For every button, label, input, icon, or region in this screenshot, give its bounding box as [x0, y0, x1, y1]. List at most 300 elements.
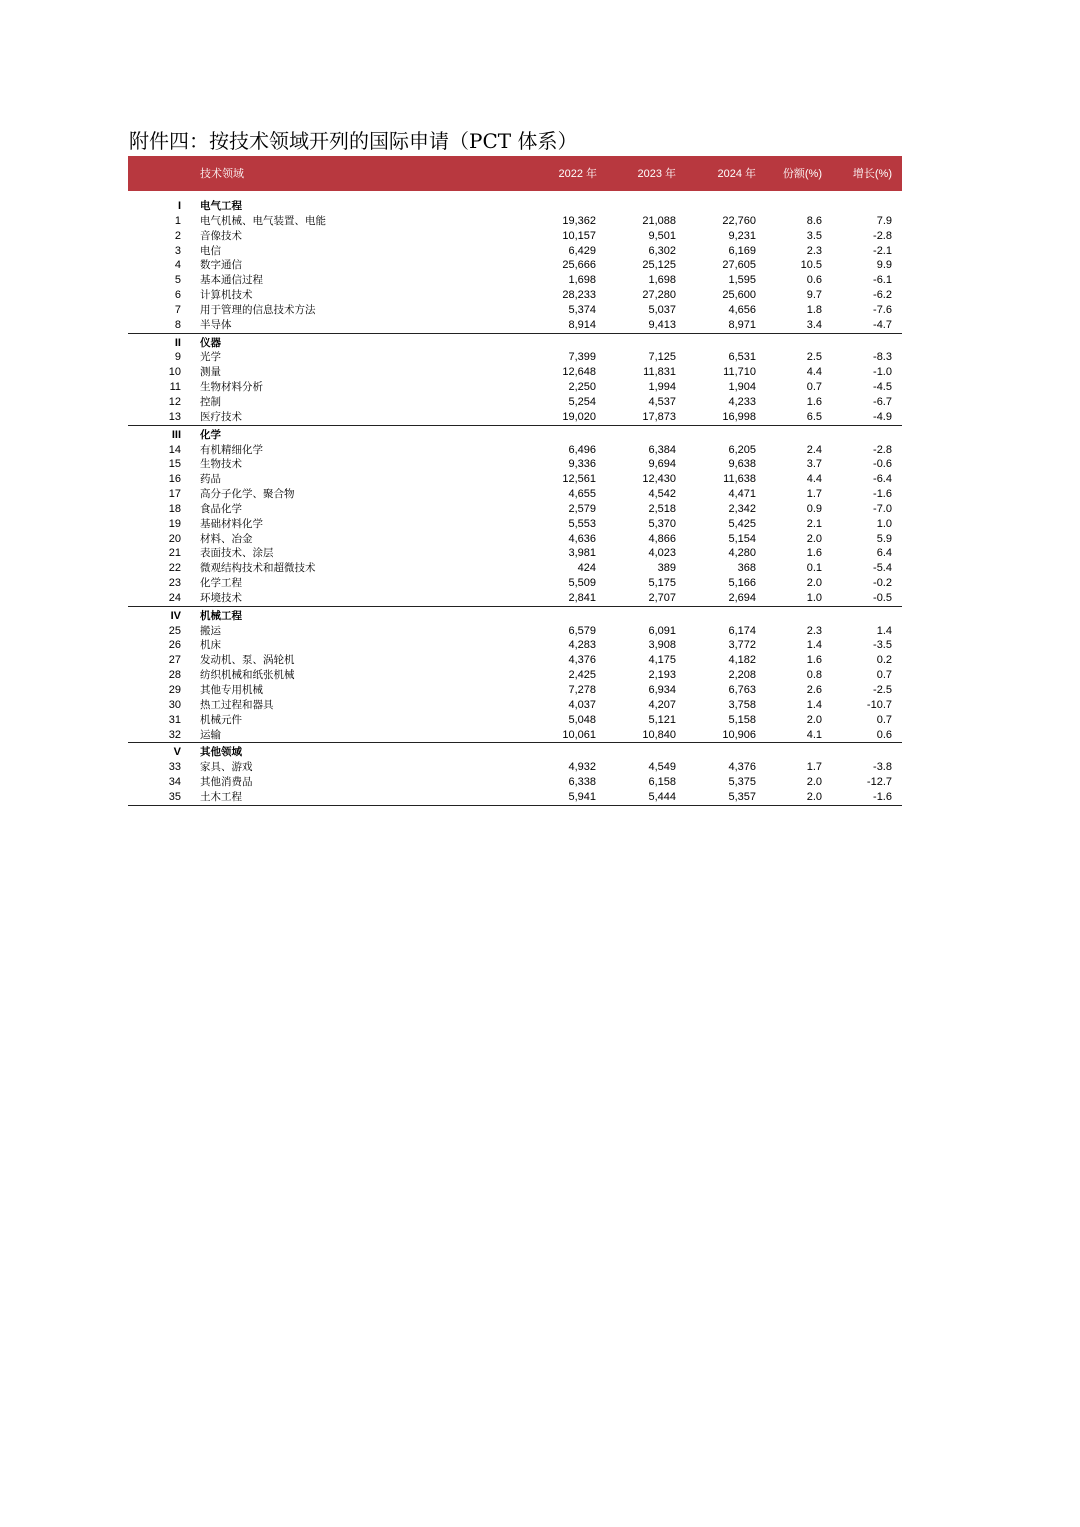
row-field-name: 音像技术	[200, 229, 242, 242]
row-number: 7	[174, 303, 181, 316]
table-group	[128, 333, 902, 425]
row-number: 3	[174, 244, 181, 257]
row-growth: -12.7	[866, 776, 892, 789]
row-field-name: 表面技术、涂层	[200, 547, 274, 560]
row-y2024: 5,158	[728, 713, 756, 726]
row-y2024: 6,531	[728, 351, 756, 364]
table-row	[128, 728, 902, 743]
row-y2023: 6,091	[648, 624, 676, 637]
row-y2024: 16,998	[722, 410, 756, 423]
row-y2022: 4,283	[568, 639, 596, 652]
row-growth: -1.6	[873, 488, 892, 501]
row-y2022: 2,425	[568, 669, 596, 682]
row-share: 3.5	[806, 229, 822, 242]
row-y2024: 2,342	[728, 502, 756, 515]
row-share: 0.6	[806, 274, 822, 287]
table-row	[128, 229, 902, 244]
table-header	[128, 156, 902, 191]
row-field-name: 有机精细化学	[200, 443, 263, 456]
row-growth: 0.2	[876, 654, 892, 667]
row-y2024: 5,154	[728, 532, 756, 545]
row-y2023: 2,518	[648, 502, 676, 515]
row-number: 18	[168, 502, 181, 515]
row-share: 2.1	[806, 517, 822, 530]
group-heading	[128, 199, 902, 214]
row-y2022: 5,941	[568, 790, 596, 803]
row-growth: -2.1	[873, 244, 892, 257]
row-field-name: 家具、游戏	[200, 761, 253, 774]
table-row	[128, 532, 902, 547]
row-growth: -4.5	[873, 381, 892, 394]
row-field-name: 发动机、泵、涡轮机	[200, 654, 295, 667]
table-row	[128, 380, 902, 395]
row-share: 2.0	[806, 532, 822, 545]
header-growth: 增长(%)	[852, 168, 892, 180]
row-number: 24	[168, 591, 181, 604]
row-y2024: 10,906	[722, 728, 756, 741]
row-share: 3.7	[806, 458, 822, 471]
row-number: 4	[174, 259, 181, 272]
table-row	[128, 576, 902, 591]
row-growth: -4.7	[873, 318, 892, 331]
group-roman: III	[171, 428, 181, 441]
group-roman: IV	[170, 609, 181, 622]
row-y2023: 9,501	[648, 229, 676, 242]
row-number: 31	[168, 713, 181, 726]
table-row	[128, 410, 902, 425]
row-y2022: 4,655	[568, 488, 596, 501]
row-share: 1.7	[806, 488, 822, 501]
row-share: 2.0	[806, 713, 822, 726]
row-y2023: 4,542	[648, 488, 676, 501]
group-heading	[128, 428, 902, 443]
row-share: 1.6	[806, 654, 822, 667]
row-number: 17	[168, 488, 181, 501]
row-number: 9	[174, 351, 181, 364]
table-row	[128, 487, 902, 502]
row-y2022: 4,932	[568, 761, 596, 774]
row-field-name: 电信	[200, 244, 221, 257]
row-number: 11	[169, 381, 181, 394]
row-growth: -3.8	[873, 761, 892, 774]
row-y2023: 1,698	[648, 274, 676, 287]
row-y2022: 1,698	[568, 274, 596, 287]
row-number: 5	[174, 274, 181, 287]
row-y2023: 4,175	[648, 654, 676, 667]
header-2023: 2023 年	[637, 168, 676, 180]
row-share: 6.5	[806, 410, 822, 423]
table-row	[128, 760, 902, 775]
row-growth: -4.9	[873, 410, 892, 423]
row-field-name: 土木工程	[200, 790, 242, 803]
row-y2024: 6,169	[728, 244, 756, 257]
table-row	[128, 591, 902, 606]
row-growth: -7.0	[873, 502, 892, 515]
row-y2023: 9,694	[648, 458, 676, 471]
row-share: 2.3	[806, 624, 822, 637]
table-row	[128, 365, 902, 380]
row-share: 2.0	[806, 577, 822, 590]
table-row	[128, 273, 902, 288]
row-growth: 1.0	[876, 517, 892, 530]
table-row	[128, 303, 902, 318]
row-number: 1	[174, 214, 181, 227]
row-y2023: 1,994	[648, 381, 676, 394]
group-heading	[128, 336, 902, 351]
pct-table	[128, 156, 902, 806]
row-y2023: 4,866	[648, 532, 676, 545]
row-share: 0.1	[806, 562, 822, 575]
table-group	[128, 425, 902, 606]
table-row	[128, 395, 902, 410]
row-y2022: 6,429	[568, 244, 596, 257]
row-y2023: 4,207	[648, 698, 676, 711]
row-number: 8	[174, 318, 181, 331]
row-share: 2.0	[806, 776, 822, 789]
row-share: 8.6	[806, 214, 822, 227]
row-field-name: 机床	[200, 639, 221, 652]
row-number: 10	[168, 366, 181, 379]
row-y2024: 5,166	[728, 577, 756, 590]
row-field-name: 医疗技术	[200, 410, 242, 423]
header-share: 份额(%)	[782, 168, 822, 180]
row-growth: 1.4	[876, 624, 892, 637]
table-row	[128, 517, 902, 532]
table-group	[128, 606, 902, 743]
group-name: 化学	[200, 428, 221, 441]
row-number: 16	[168, 473, 181, 486]
table-row	[128, 457, 902, 472]
row-y2022: 2,841	[568, 591, 596, 604]
row-field-name: 控制	[200, 395, 221, 408]
row-y2022: 12,561	[562, 473, 596, 486]
table-row	[128, 713, 902, 728]
row-y2024: 4,376	[728, 761, 756, 774]
table-group	[128, 197, 902, 333]
row-field-name: 热工过程和器具	[200, 698, 274, 711]
row-y2024: 4,233	[728, 395, 756, 408]
row-growth: -2.5	[873, 684, 892, 696]
group-heading	[128, 609, 902, 624]
row-growth: -6.1	[873, 274, 892, 287]
row-number: 28	[168, 669, 181, 682]
row-field-name: 用于管理的信息技术方法	[200, 303, 316, 316]
row-y2022: 2,579	[568, 502, 596, 515]
row-y2024: 2,208	[728, 669, 756, 682]
row-share: 0.8	[806, 669, 822, 682]
row-y2024: 27,605	[722, 259, 756, 272]
row-share: 10.5	[800, 259, 822, 272]
row-y2022: 10,061	[562, 728, 596, 741]
table-row	[128, 638, 902, 653]
row-y2023: 4,537	[648, 395, 676, 408]
table-row	[128, 502, 902, 517]
row-number: 13	[168, 410, 181, 423]
row-field-name: 化学工程	[200, 577, 242, 590]
row-growth: -3.5	[873, 639, 892, 652]
row-field-name: 材料、冶金	[200, 532, 253, 545]
row-y2024: 5,375	[728, 776, 756, 789]
row-y2024: 3,772	[728, 639, 756, 652]
row-y2022: 5,374	[568, 303, 596, 316]
table-row	[128, 668, 902, 683]
row-number: 22	[168, 562, 181, 575]
row-y2022: 2,250	[568, 381, 596, 394]
table-body	[128, 197, 902, 805]
table-row	[128, 244, 902, 259]
table-group	[128, 742, 902, 804]
row-y2022: 9,336	[568, 458, 596, 471]
row-y2024: 5,357	[728, 790, 756, 803]
row-y2023: 10,840	[642, 728, 676, 741]
row-y2023: 5,370	[648, 517, 676, 530]
row-share: 4.1	[806, 728, 822, 741]
row-y2022: 3,981	[568, 547, 596, 560]
row-share: 4.4	[806, 473, 822, 486]
row-number: 20	[168, 532, 181, 545]
row-y2022: 19,362	[562, 214, 596, 227]
row-y2023: 5,037	[648, 303, 676, 316]
row-share: 3.4	[806, 318, 822, 331]
row-field-name: 计算机技术	[200, 289, 253, 302]
row-number: 12	[168, 395, 181, 408]
table-row	[128, 443, 902, 458]
group-heading	[128, 745, 902, 760]
table-row	[128, 698, 902, 713]
row-growth: 0.6	[876, 728, 892, 741]
row-number: 35	[168, 790, 181, 803]
row-share: 1.7	[806, 761, 822, 774]
row-y2023: 21,088	[642, 214, 676, 227]
row-y2024: 6,174	[728, 624, 756, 637]
table-bottom-rule	[128, 805, 902, 806]
row-growth: -1.6	[873, 790, 892, 803]
group-roman: II	[174, 336, 181, 349]
row-number: 23	[168, 577, 181, 590]
row-growth: 0.7	[876, 669, 892, 682]
group-name: 机械工程	[200, 609, 242, 622]
row-number: 33	[168, 761, 181, 774]
row-field-name: 其他专用机械	[200, 684, 263, 696]
row-share: 2.3	[806, 244, 822, 257]
row-growth: -2.8	[873, 443, 892, 456]
row-number: 14	[168, 443, 181, 456]
row-y2022: 12,648	[562, 366, 596, 379]
row-y2022: 7,399	[568, 351, 596, 364]
row-y2024: 1,904	[728, 381, 756, 394]
row-field-name: 运输	[200, 728, 221, 741]
table-row	[128, 683, 902, 698]
row-y2023: 6,302	[648, 244, 676, 257]
row-y2022: 5,254	[568, 395, 596, 408]
row-share: 1.6	[806, 547, 822, 560]
row-share: 1.4	[806, 698, 822, 711]
row-field-name: 微观结构技术和超微技术	[200, 562, 316, 575]
table-row	[128, 318, 902, 333]
row-number: 21	[168, 547, 181, 560]
row-y2023: 2,707	[648, 591, 676, 604]
row-growth: 5.9	[876, 532, 892, 545]
row-y2024: 3,758	[728, 698, 756, 711]
table-row	[128, 546, 902, 561]
row-growth: -8.3	[873, 351, 892, 364]
row-y2023: 6,934	[648, 684, 676, 696]
row-share: 2.0	[806, 790, 822, 803]
row-share: 1.8	[806, 303, 822, 316]
row-y2024: 1,595	[728, 274, 756, 287]
row-field-name: 机械元件	[200, 713, 242, 726]
row-y2022: 5,048	[568, 713, 596, 726]
row-field-name: 其他消费品	[200, 776, 253, 789]
row-growth: -7.6	[873, 303, 892, 316]
row-number: 6	[174, 289, 181, 302]
row-number: 32	[168, 728, 181, 741]
row-growth: -10.7	[866, 698, 892, 711]
table-row	[128, 790, 902, 805]
row-growth: -2.8	[873, 229, 892, 242]
row-y2023: 5,175	[648, 577, 676, 590]
row-field-name: 半导体	[200, 318, 232, 331]
row-y2022: 10,157	[562, 229, 596, 242]
row-number: 27	[168, 654, 181, 667]
row-share: 1.6	[806, 395, 822, 408]
row-y2023: 6,384	[648, 443, 676, 456]
row-y2024: 6,763	[728, 684, 756, 696]
row-y2023: 12,430	[642, 473, 676, 486]
row-y2023: 6,158	[648, 776, 676, 789]
row-y2024: 4,280	[728, 547, 756, 560]
row-y2024: 11,710	[723, 366, 756, 379]
row-field-name: 电气机械、电气装置、电能	[200, 214, 326, 227]
header-field: 技术领域	[200, 168, 244, 180]
row-y2022: 4,376	[568, 654, 596, 667]
row-share: 1.0	[806, 591, 822, 604]
row-share: 1.4	[806, 639, 822, 652]
row-growth: -0.6	[873, 458, 892, 471]
row-y2024: 4,656	[728, 303, 756, 316]
row-field-name: 数字通信	[200, 259, 242, 272]
row-share: 4.4	[806, 366, 822, 379]
row-y2023: 9,413	[648, 318, 676, 331]
row-field-name: 食品化学	[200, 502, 242, 515]
row-number: 25	[168, 624, 181, 637]
row-y2024: 368	[737, 562, 756, 575]
row-growth: -1.0	[873, 366, 892, 379]
row-growth: -6.2	[873, 289, 892, 302]
row-y2024: 25,600	[722, 289, 756, 302]
row-y2022: 424	[577, 562, 596, 575]
row-share: 2.5	[806, 351, 822, 364]
row-number: 26	[168, 639, 181, 652]
row-share: 0.7	[806, 381, 822, 394]
row-y2024: 22,760	[722, 214, 756, 227]
table-row	[128, 624, 902, 639]
row-y2023: 7,125	[648, 351, 676, 364]
row-y2024: 4,471	[728, 488, 756, 501]
row-field-name: 环境技术	[200, 591, 242, 604]
row-y2023: 3,908	[648, 639, 676, 652]
row-growth: 9.9	[876, 259, 892, 272]
row-share: 9.7	[806, 289, 822, 302]
row-number: 29	[168, 684, 181, 696]
row-y2023: 17,873	[642, 410, 676, 423]
row-growth: 0.7	[876, 713, 892, 726]
row-y2023: 5,121	[648, 713, 676, 726]
row-field-name: 生物技术	[200, 458, 242, 471]
table-row	[128, 561, 902, 576]
row-field-name: 测量	[200, 366, 221, 379]
row-y2023: 27,280	[642, 289, 676, 302]
table-row	[128, 653, 902, 668]
row-y2023: 4,023	[648, 547, 676, 560]
row-y2023: 25,125	[642, 259, 676, 272]
row-growth: -0.5	[873, 591, 892, 604]
row-y2022: 5,553	[568, 517, 596, 530]
row-field-name: 光学	[200, 351, 221, 364]
row-field-name: 高分子化学、聚合物	[200, 488, 295, 501]
row-y2023: 11,831	[643, 366, 676, 379]
row-growth: -6.4	[873, 473, 892, 486]
row-field-name: 基础材料化学	[200, 517, 263, 530]
table-row	[128, 775, 902, 790]
group-roman: V	[173, 746, 181, 759]
group-name: 电气工程	[200, 200, 242, 212]
group-roman: I	[177, 200, 181, 212]
row-y2024: 9,231	[728, 229, 756, 242]
page-title: 附件四：按技术领域开列的国际申请（PCT 体系）	[129, 129, 578, 153]
row-y2024: 4,182	[728, 654, 756, 667]
row-share: 2.6	[806, 684, 822, 696]
row-growth: 7.9	[876, 214, 892, 227]
group-name: 其他领域	[200, 746, 242, 759]
row-field-name: 搬运	[200, 624, 221, 637]
table-row	[128, 214, 902, 229]
row-y2023: 5,444	[648, 790, 676, 803]
row-number: 15	[168, 458, 181, 471]
row-y2023: 389	[657, 562, 676, 575]
row-share: 2.4	[806, 443, 822, 456]
row-y2023: 2,193	[648, 669, 676, 682]
header-2024: 2024 年	[717, 168, 756, 180]
row-y2022: 7,278	[568, 684, 596, 696]
row-y2022: 6,496	[568, 443, 596, 456]
table-row	[128, 288, 902, 303]
row-growth: -5.4	[873, 562, 892, 575]
row-y2022: 6,579	[568, 624, 596, 637]
row-y2024: 5,425	[728, 517, 756, 530]
row-y2022: 4,636	[568, 532, 596, 545]
table-row	[128, 472, 902, 487]
row-y2022: 5,509	[568, 577, 596, 590]
row-y2022: 25,666	[562, 259, 596, 272]
row-y2022: 8,914	[568, 318, 596, 331]
row-y2024: 9,638	[728, 458, 756, 471]
row-number: 34	[168, 776, 181, 789]
group-name: 仪器	[200, 336, 221, 349]
row-field-name: 纺织机械和纸张机械	[200, 669, 295, 682]
row-y2022: 4,037	[568, 698, 596, 711]
row-y2023: 4,549	[648, 761, 676, 774]
row-number: 30	[168, 698, 181, 711]
row-share: 0.9	[806, 502, 822, 515]
row-growth: 6.4	[876, 547, 892, 560]
row-y2022: 19,020	[562, 410, 596, 423]
header-2022: 2022 年	[558, 168, 597, 180]
row-field-name: 生物材料分析	[200, 381, 263, 394]
row-y2022: 6,338	[568, 776, 596, 789]
table-row	[128, 350, 902, 365]
row-growth: -0.2	[873, 577, 892, 590]
